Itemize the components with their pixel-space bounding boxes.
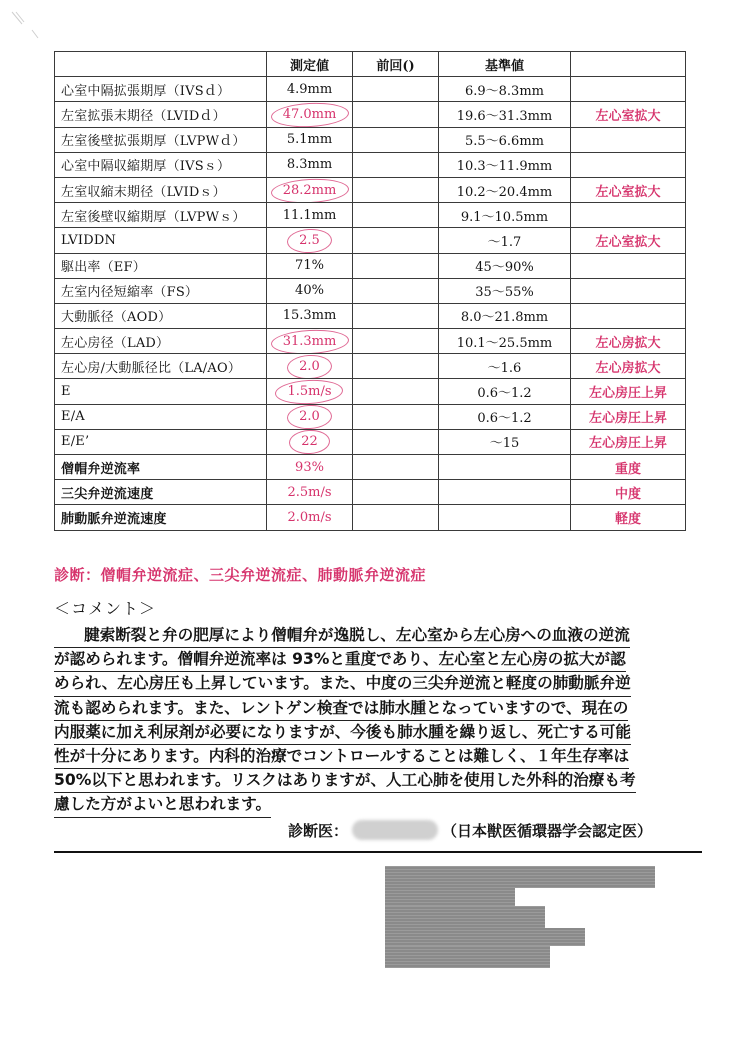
row-reference: 0.6〜1.2 xyxy=(439,404,571,429)
row-reference: 〜15 xyxy=(439,429,571,454)
table-row xyxy=(55,329,686,354)
row-value: 8.3mm xyxy=(286,157,333,173)
row-value: 71% xyxy=(295,258,324,274)
row-value: 4.9mm xyxy=(286,81,333,97)
header-label xyxy=(55,52,267,77)
row-reference: 45〜90% xyxy=(439,253,571,278)
comment-heading: ＜コメント＞ xyxy=(54,599,157,618)
row-value: 5.1mm xyxy=(286,132,333,148)
row-label: 三尖弁逆流速度 xyxy=(55,480,267,505)
row-label: LVIDDN xyxy=(55,228,267,253)
row-note xyxy=(571,303,686,328)
row-label: E xyxy=(55,379,267,404)
row-reference: 5.5〜6.6mm xyxy=(439,127,571,152)
table-row xyxy=(55,303,686,328)
row-reference: 8.0〜21.8mm xyxy=(439,303,571,328)
header-note xyxy=(571,52,686,77)
table-row xyxy=(55,379,686,404)
row-value-cell xyxy=(267,152,353,177)
comment-line: 性が十分にあります。内科的治療でコントロールすることは難しく、１年生存率は xyxy=(54,745,629,769)
row-previous xyxy=(353,354,439,379)
row-reference: 35〜55% xyxy=(439,278,571,303)
table-header-row xyxy=(55,52,686,77)
table-row xyxy=(55,127,686,152)
row-note xyxy=(571,127,686,152)
table-row xyxy=(55,354,686,379)
row-previous xyxy=(353,152,439,177)
table-row xyxy=(55,429,686,454)
row-value: 28.2mm xyxy=(282,182,337,198)
row-label: 駆出率（EF） xyxy=(55,253,267,278)
row-label: 左室後壁収縮期厚（LVPWｓ） xyxy=(55,203,267,228)
row-value-cell xyxy=(267,379,353,404)
row-value-cell xyxy=(267,505,353,530)
row-reference: 10.2〜20.4mm xyxy=(439,177,571,202)
row-value: 22 xyxy=(301,434,318,450)
comment-line: 50%以下と思われます。リスクはありますが、人工心肺を使用した外科的治療も考 xyxy=(54,769,636,793)
row-previous xyxy=(353,127,439,152)
row-reference: 19.6〜31.3mm xyxy=(439,102,571,127)
row-value-cell xyxy=(267,354,353,379)
signature-label: 診断医： xyxy=(288,822,349,840)
table-row xyxy=(55,404,686,429)
table-row xyxy=(55,102,686,127)
corner-scan-mark xyxy=(10,10,40,40)
row-label: 大動脈径（AOD） xyxy=(55,303,267,328)
row-value-cell xyxy=(267,303,353,328)
row-value: 31.3mm xyxy=(282,333,337,349)
row-label: E/E’ xyxy=(55,429,267,454)
row-value-cell xyxy=(267,404,353,429)
row-note xyxy=(571,77,686,102)
row-note: 左心室拡大 xyxy=(571,177,686,202)
row-previous xyxy=(353,102,439,127)
table-row xyxy=(55,278,686,303)
row-label: 左室収縮末期径（LVIDｓ） xyxy=(55,177,267,202)
header-previous: 前回() xyxy=(353,52,439,77)
row-value-cell xyxy=(267,278,353,303)
row-value-cell xyxy=(267,177,353,202)
row-label: 左室後壁拡張期厚（LVPWｄ） xyxy=(55,127,267,152)
row-value: 2.5 xyxy=(299,232,320,248)
row-value-cell xyxy=(267,77,353,102)
comment-line: 腱索断裂と弁の肥厚により僧帽弁が逸脱し、左心室から左心房への血液の逆流 xyxy=(54,624,630,648)
row-value: 2.5m/s xyxy=(287,484,332,500)
table-row xyxy=(55,480,686,505)
comment-line: められ、左心房圧も上昇しています。また、中度の三尖弁逆流と軽度の肺動脈弁逆 xyxy=(54,672,631,696)
row-previous xyxy=(353,228,439,253)
row-previous xyxy=(353,429,439,454)
row-reference: 0.6〜1.2 xyxy=(439,379,571,404)
table-row xyxy=(55,505,686,530)
diagnosis-line: 診断：僧帽弁逆流症、三尖弁逆流症、肺動脈弁逆流症 xyxy=(54,566,427,584)
table-row xyxy=(55,177,686,202)
comment-line: 流も認められます。また、レントゲン検査では肺水腫となっていますので、現在の xyxy=(54,697,628,721)
table-row xyxy=(55,203,686,228)
row-note: 左心房圧上昇 xyxy=(571,404,686,429)
row-note xyxy=(571,203,686,228)
divider xyxy=(54,851,702,853)
row-value-cell xyxy=(267,127,353,152)
row-previous xyxy=(353,505,439,530)
row-previous xyxy=(353,379,439,404)
row-note: 重度 xyxy=(571,455,686,480)
row-reference: 10.1〜25.5mm xyxy=(439,329,571,354)
row-label: 心室中隔収縮期厚（IVSｓ） xyxy=(55,152,267,177)
row-value-cell xyxy=(267,480,353,505)
comment-body xyxy=(54,624,694,818)
header-reference: 基準値 xyxy=(439,52,571,77)
row-value: 93% xyxy=(295,459,324,475)
comment-line: が認められます。僧帽弁逆流率は 93%と重度であり、左心室と左心房の拡大が認 xyxy=(54,648,626,672)
row-previous xyxy=(353,329,439,354)
row-note: 軽度 xyxy=(571,505,686,530)
row-previous xyxy=(353,203,439,228)
row-label: 左室拡張末期径（LVIDｄ） xyxy=(55,102,267,127)
row-value-cell xyxy=(267,253,353,278)
row-note xyxy=(571,152,686,177)
row-previous xyxy=(353,303,439,328)
row-reference: 6.9〜8.3mm xyxy=(439,77,571,102)
row-value: 40% xyxy=(295,283,324,299)
row-previous xyxy=(353,253,439,278)
row-note: 左心房圧上昇 xyxy=(571,379,686,404)
row-note: 左心室拡大 xyxy=(571,102,686,127)
row-value-cell xyxy=(267,329,353,354)
row-value-cell xyxy=(267,455,353,480)
row-note: 左心房拡大 xyxy=(571,329,686,354)
table-row xyxy=(55,253,686,278)
row-label: 心室中隔拡張期厚（IVSｄ） xyxy=(55,77,267,102)
row-value-cell xyxy=(267,102,353,127)
row-note: 左心房圧上昇 xyxy=(571,429,686,454)
header-value: 測定値 xyxy=(267,52,353,77)
row-label: 僧帽弁逆流率 xyxy=(55,455,267,480)
row-value: 2.0m/s xyxy=(287,509,332,525)
row-reference xyxy=(439,455,571,480)
row-label: 肺動脈弁逆流速度 xyxy=(55,505,267,530)
row-reference: 9.1〜10.5mm xyxy=(439,203,571,228)
row-value: 47.0mm xyxy=(282,106,337,122)
table-row xyxy=(55,77,686,102)
row-previous xyxy=(353,278,439,303)
row-value: 1.5m/s xyxy=(287,384,332,400)
row-label: 左心房/大動脈径比（LA/AO） xyxy=(55,354,267,379)
row-value: 2.0 xyxy=(299,358,320,374)
row-label: 左心房径（LAD） xyxy=(55,329,267,354)
row-note xyxy=(571,253,686,278)
row-value: 11.1mm xyxy=(282,207,337,223)
row-previous xyxy=(353,404,439,429)
row-previous xyxy=(353,455,439,480)
row-value-cell xyxy=(267,228,353,253)
row-note: 左心房拡大 xyxy=(571,354,686,379)
row-reference xyxy=(439,480,571,505)
signature-affiliation: （日本獣医循環器学会認定医） xyxy=(442,822,653,840)
measurement-table xyxy=(54,51,686,531)
row-value-cell xyxy=(267,429,353,454)
row-reference: 10.3〜11.9mm xyxy=(439,152,571,177)
row-label: 左室内径短縮率（FS） xyxy=(55,278,267,303)
signature-line xyxy=(288,820,652,841)
row-value-cell xyxy=(267,203,353,228)
row-value: 2.0 xyxy=(299,409,320,425)
comment-line: 慮した方がよいと思われます。 xyxy=(54,793,271,817)
table-row xyxy=(55,152,686,177)
row-previous xyxy=(353,480,439,505)
row-reference: 〜1.6 xyxy=(439,354,571,379)
row-note: 中度 xyxy=(571,480,686,505)
row-note: 左心室拡大 xyxy=(571,228,686,253)
row-reference xyxy=(439,505,571,530)
comment-line: 内服薬に加え利尿剤が必要になりますが、今後も肺水腫を繰り返し、死亡する可能 xyxy=(54,721,631,745)
table-row xyxy=(55,228,686,253)
row-previous xyxy=(353,77,439,102)
row-value: 15.3mm xyxy=(282,308,337,324)
table-row xyxy=(55,455,686,480)
row-note xyxy=(571,278,686,303)
row-reference: 〜1.7 xyxy=(439,228,571,253)
row-label: E/A xyxy=(55,404,267,429)
redacted-name xyxy=(352,820,438,840)
row-previous xyxy=(353,177,439,202)
